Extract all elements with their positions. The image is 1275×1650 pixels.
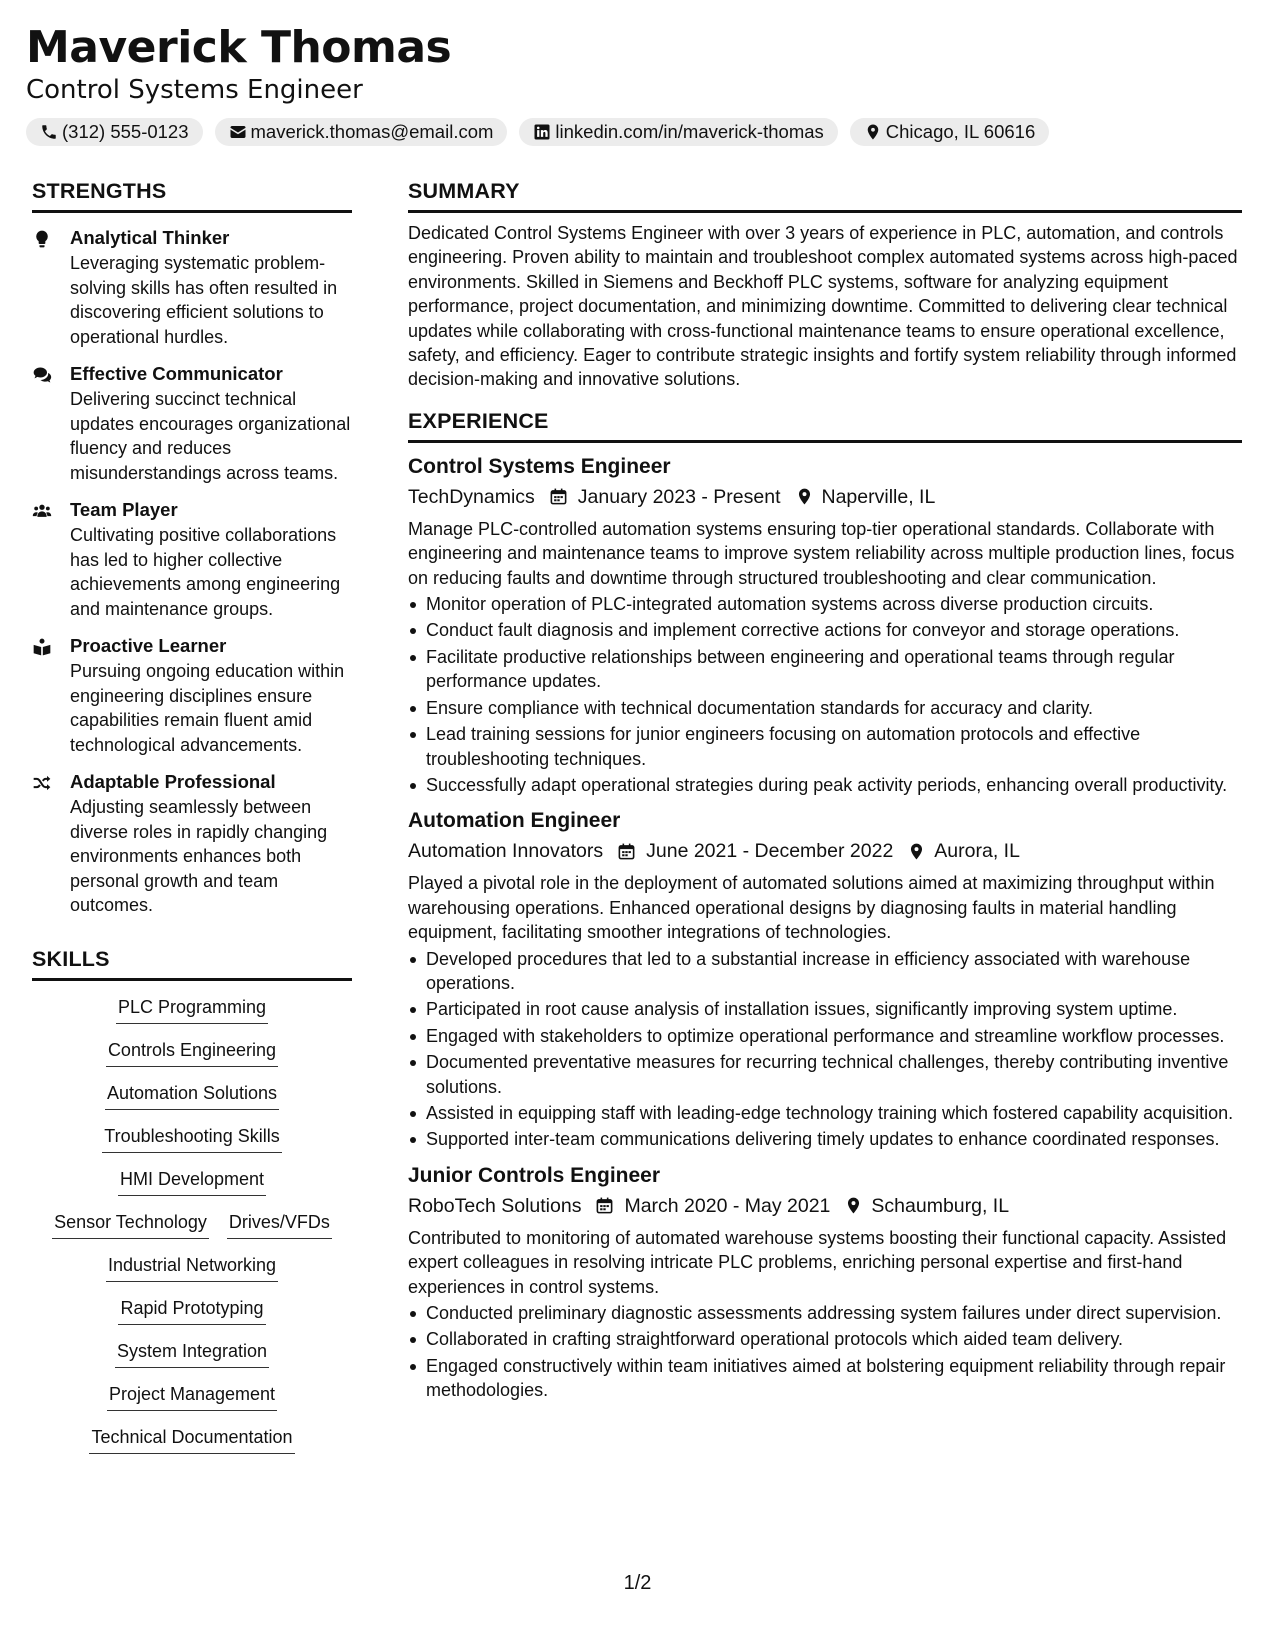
job-role: Automation Engineer (408, 809, 621, 833)
job-location: Schaumburg, IL (871, 1194, 1010, 1217)
skills-list (32, 995, 352, 1468)
skill-tag: Technical Documentation (89, 1425, 294, 1454)
linkedin-icon (533, 123, 551, 141)
strength-desc: Delivering succinct technical updates encourages organizational fluency and reduces misunderstandings across teams. (70, 389, 351, 483)
map-pin-icon (864, 123, 882, 141)
bullet-item: Successfully adapt operational strategies during peak activity periods, enhancing overall productivity. (426, 773, 1242, 797)
map-pin-icon (844, 1196, 863, 1215)
strength-title: Adaptable Professional (70, 771, 276, 792)
job-role: Junior Controls Engineer (408, 1163, 661, 1187)
job-entry (408, 453, 1242, 797)
envelope-icon (229, 123, 247, 141)
strength-title: Effective Communicator (70, 363, 283, 384)
strength-item (32, 634, 352, 757)
map-pin-icon (795, 487, 814, 506)
email-chip[interactable] (215, 118, 508, 146)
skill-tag: Drives/VFDs (227, 1210, 332, 1239)
job-dates: June 2021 - December 2022 (646, 840, 894, 863)
left-column (32, 178, 352, 1468)
skill-tag: PLC Programming (116, 995, 268, 1024)
skill-tag: Industrial Networking (106, 1253, 278, 1282)
candidate-name: Maverick Thomas (26, 22, 452, 73)
skill-tag: HMI Development (118, 1167, 266, 1196)
job-role: Control Systems Engineer (408, 454, 671, 478)
job-description: Contributed to monitoring of automated warehouse systems boosting their functional capacity. Assisted expert colleagues in resolving intricate PLC problems, enriching personal expertise and first-hand experiences in control systems. (408, 1227, 1227, 1297)
users-icon (32, 501, 52, 521)
job-meta (408, 837, 1242, 865)
contact-bar (26, 118, 1250, 146)
page-number: 1/2 (623, 1572, 652, 1594)
resume-header (26, 22, 1250, 146)
strengths-heading: STRENGTHS (32, 178, 352, 213)
strength-desc: Adjusting seamlessly between diverse roles in rapidly changing environments enhances both personal growth and team outcomes. (70, 797, 328, 915)
job-bullets (408, 1301, 1242, 1403)
bullet-item: Engaged with stakeholders to optimize operational performance and streamline workflow processes. (426, 1024, 1242, 1048)
skill-tag: Automation Solutions (105, 1081, 279, 1110)
bullet-item: Assisted in equipping staff with leading-edge technology training which fostered capability acquisition. (426, 1101, 1242, 1125)
skill-tag: Troubleshooting Skills (102, 1124, 281, 1153)
bullet-item: Lead training sessions for junior engineers focusing on automation protocols and effective troubleshooting techniques. (426, 722, 1242, 771)
job-company: Automation Innovators (408, 840, 604, 863)
bullet-item: Conduct fault diagnosis and implement corrective actions for conveyor and storage operations. (426, 618, 1242, 642)
job-meta (408, 483, 1242, 511)
strength-desc: Leveraging systematic problem-solving skills has often resulted in discovering efficient solutions to operational hurdles. (70, 253, 338, 347)
skill-tag: Controls Engineering (106, 1038, 278, 1067)
book-reader-icon (32, 637, 52, 657)
strength-desc: Cultivating positive collaborations has led to higher collective achievements among engineering and maintenance groups. (70, 525, 341, 619)
job-entry (408, 807, 1242, 1151)
lightbulb-icon (32, 229, 52, 249)
bullet-item: Ensure compliance with technical documentation standards for accuracy and clarity. (426, 696, 1242, 720)
email-text: maverick.thomas@email.com (250, 121, 494, 142)
skill-tag: System Integration (115, 1339, 269, 1368)
calendar-icon (595, 1196, 614, 1215)
job-dates: March 2020 - May 2021 (624, 1194, 831, 1217)
bullet-item: Participated in root cause analysis of installation issues, significantly improving system uptime. (426, 997, 1242, 1021)
job-location: Aurora, IL (934, 840, 1020, 863)
job-description: Played a pivotal role in the deployment of automated solutions aimed at maximizing throughput within warehousing operations. Enhanced operational designs by diagnosing faults in material handling equipment, facilitating smoother integrations of technologies. (408, 873, 1215, 943)
summary-text: Dedicated Control Systems Engineer with over 3 years of experience in PLC, automation, and controls engineering. Proven ability to maintain and troubleshoot complex automated systems across high-paced environments. Skilled in Siemens and Beckhoff PLC systems, software for analyzing equipment performance, project documentation, and minimizing downtime. Committed to delivering clear technical updates while collaborating with cross-functional maintenance teams to ensure operational excellence, safety, and efficiency. Eager to contribute strategic insights and fortify system reliability through informed decision-making and innovative solutions. (408, 223, 1238, 390)
job-bullets (408, 592, 1242, 797)
strength-title: Analytical Thinker (70, 227, 230, 248)
strength-desc: Pursuing ongoing education within engineering disciplines ensure capabilities remain fluent amid technological advancements. (70, 661, 345, 755)
skill-tag: Project Management (107, 1382, 277, 1411)
job-location: Naperville, IL (821, 485, 936, 508)
job-entry (408, 1162, 1242, 1403)
strength-item (32, 770, 352, 918)
job-meta (408, 1192, 1242, 1220)
bullet-item: Facilitate productive relationships between engineering and operational teams through regular performance updates. (426, 645, 1242, 694)
phone-text: (312) 555-0123 (62, 121, 189, 142)
skill-tag: Sensor Technology (52, 1210, 209, 1239)
experience-heading: EXPERIENCE (408, 408, 1242, 443)
phone-icon (40, 123, 58, 141)
bullet-item: Monitor operation of PLC-integrated automation systems across diverse production circuits. (426, 592, 1242, 616)
candidate-title: Control Systems Engineer (26, 75, 363, 105)
phone-chip[interactable] (26, 118, 203, 146)
map-pin-icon (907, 842, 926, 861)
strength-title: Proactive Learner (70, 635, 227, 656)
calendar-icon (549, 487, 568, 506)
bullet-item: Documented preventative measures for recurring technical challenges, thereby contributing inventive solutions. (426, 1050, 1242, 1099)
job-bullets (408, 947, 1242, 1152)
comments-icon (32, 365, 52, 385)
bullet-item: Engaged constructively within team initiatives aimed at bolstering equipment reliability through repair methodologies. (426, 1354, 1242, 1403)
right-column (408, 178, 1242, 1405)
calendar-icon (617, 842, 636, 861)
bullet-item: Developed procedures that led to a substantial increase in efficiency associated with warehouse operations. (426, 947, 1242, 996)
bullet-item: Collaborated in crafting straightforward operational protocols which aided team delivery. (426, 1327, 1242, 1351)
job-company: RoboTech Solutions (408, 1194, 582, 1217)
shuffle-icon (32, 773, 52, 793)
strength-item (32, 362, 352, 485)
bullet-item: Supported inter-team communications delivering timely updates to enhance coordinated responses. (426, 1127, 1242, 1151)
job-dates: January 2023 - Present (577, 485, 781, 508)
job-company: TechDynamics (408, 485, 535, 508)
strength-title: Team Player (70, 499, 178, 520)
linkedin-text: linkedin.com/in/maverick-thomas (555, 121, 824, 142)
strength-item (32, 498, 352, 621)
bullet-item: Conducted preliminary diagnostic assessments addressing system failures under direct supervision. (426, 1301, 1242, 1325)
linkedin-chip[interactable] (519, 118, 837, 146)
location-chip[interactable] (850, 118, 1049, 146)
skills-heading: SKILLS (32, 946, 352, 981)
skill-tag: Rapid Prototyping (118, 1296, 265, 1325)
location-text: Chicago, IL 60616 (885, 121, 1036, 142)
job-description: Manage PLC-controlled automation systems ensuring top-tier operational standards. Collaborate with engineering and maintenance teams to improve system reliability across multiple production lines, focus on reducing faults and downtime through structured troubleshooting and clear communication. (408, 518, 1235, 588)
strength-item (32, 226, 352, 349)
summary-heading: SUMMARY (408, 178, 1242, 213)
